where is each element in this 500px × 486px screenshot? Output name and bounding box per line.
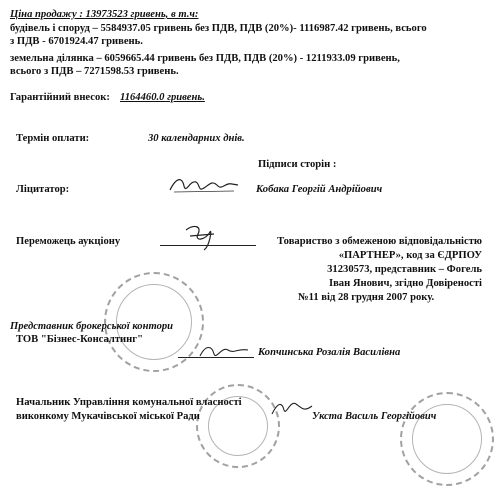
head-name: Укста Василь Георгійович (312, 411, 437, 422)
head-line2: виконкому Мукачівської міської Ради (16, 411, 200, 422)
broker-line2: ТОВ "Бізнес-Консалтинг" (16, 334, 143, 345)
deposit-label: Гарантійний внесок: (10, 92, 110, 103)
land-price-line2: всього з ПДВ – 7271598.53 гривень. (10, 66, 179, 77)
broker-line1: Представник брокерської контори (10, 321, 174, 332)
winner-line2: «ПАРТНЕР», код за ЄДРПОУ (338, 250, 482, 261)
winner-label: Переможець аукціону (16, 236, 121, 247)
payment-term-value: 30 календарних днів. (148, 133, 245, 144)
price-label: Ціна продажу : 13973523 гривень, в т.ч: (10, 9, 199, 20)
signatures-heading: Підписи сторін : (258, 159, 337, 170)
payment-term-label: Термін оплати: (16, 133, 90, 144)
building-price-line1: будівель і споруд – 5584937.05 гривень без ПДВ, ПДВ (20%)- 1116987.42 гривень, всього (10, 23, 427, 34)
licitator-name: Кобака Георгій Андрійович (256, 184, 383, 195)
licitator-label: Ліцитатор: (16, 184, 70, 195)
licitator-signature (168, 172, 240, 198)
head-signature (268, 396, 316, 420)
land-price-line1: земельна ділянка – 6059665.44 гривень без ПДВ, ПДВ (20%) - 1211933.09 гривень, (10, 53, 400, 64)
broker-signature (196, 340, 252, 362)
winner-line4: Іван Янович, згідно Довіреності (328, 278, 482, 289)
council-stamp (400, 392, 494, 486)
winner-signature (180, 222, 224, 254)
deposit-value: 1164460.0 гривень. (120, 92, 205, 103)
broker-name: Копчинська Розалія Василівна (258, 347, 401, 358)
head-line1: Начальник Управління комунальної власності (16, 397, 242, 408)
winner-line1: Товариство з обмеженою відповідальністю (277, 236, 482, 247)
winner-line5: №11 від 28 грудня 2007 року. (298, 292, 435, 303)
winner-line3: 31230573, представник – Фогель (327, 264, 482, 275)
building-price-line2: з ПДВ - 6701924.47 гривень. (10, 36, 143, 47)
